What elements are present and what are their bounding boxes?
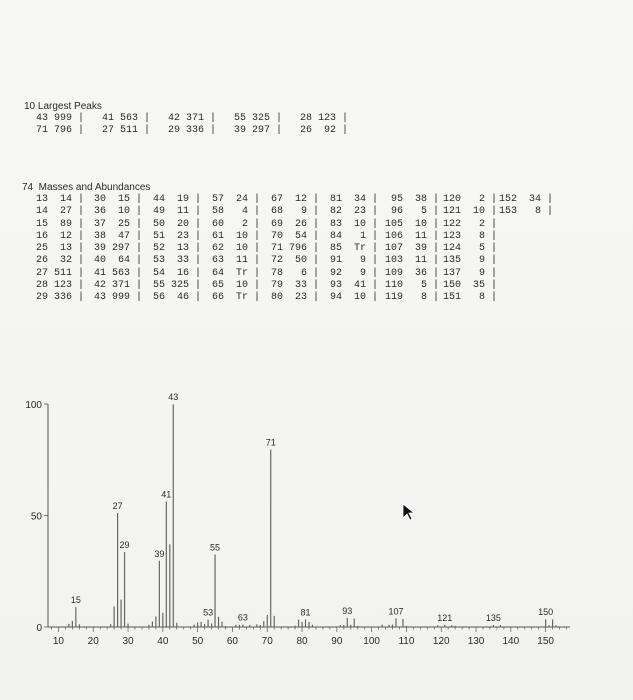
abundance-entry: 70 54 | [271, 230, 320, 242]
abundance-entry: 94 10 | [330, 292, 379, 304]
abundance-entry: 29 336 | [36, 292, 85, 304]
abundance-entry: 54 16 | [153, 267, 202, 279]
abundance-entry: 15 89 | [36, 218, 85, 230]
abundance-entry: 51 23 | [153, 230, 202, 242]
x-tick-label: 150 [537, 636, 554, 647]
abundance-entry: 153 8 | [499, 206, 554, 218]
y-tick-label: 100 [25, 400, 42, 411]
x-tick-label: 50 [192, 636, 204, 647]
abundance-entry: 57 24 | [212, 194, 261, 205]
abundance-entry: 107 39 | [385, 243, 440, 255]
peak-label: 107 [388, 606, 404, 617]
abundance-entry: 119 8 | [385, 292, 440, 304]
mouse-cursor-icon [402, 503, 416, 521]
x-tick-label: 120 [432, 636, 450, 647]
abundance-entry: 79 33 | [271, 280, 320, 292]
abundance-entry: 14 27 | [36, 206, 85, 218]
abundance-entry: 150 35 | [443, 280, 498, 292]
abundance-entry: 41 563 | [94, 267, 143, 279]
peak-label: 81 [300, 607, 311, 618]
x-tick-label: 10 [52, 636, 65, 647]
x-tick-label: 40 [157, 636, 169, 647]
abundance-entry: 152 34 | [499, 194, 554, 205]
abundance-entry: 50 20 | [153, 218, 202, 230]
abundance-entry: 110 5 | [385, 280, 440, 292]
peak-label: 63 [237, 612, 248, 623]
x-tick-label: 80 [296, 636, 308, 647]
abundance-entry: 137 9 | [443, 267, 498, 279]
largest-peaks-row-1: 43 999 | 41 563 | 42 371 | 55 325 | 28 123 | [36, 113, 349, 124]
peak-label: 41 [161, 489, 172, 500]
largest-peaks-title: 10 Largest Peaks [24, 101, 102, 112]
x-tick-label: 130 [467, 636, 485, 647]
abundance-entry: 93 41 | [330, 280, 379, 292]
abundance-entry: 16 12 | [36, 230, 85, 242]
abundance-entry: 84 1 | [330, 230, 379, 242]
x-tick-label: 110 [398, 636, 415, 647]
abundance-entry: 44 19 | [153, 194, 202, 205]
abundance-entry: 109 36 | [385, 267, 440, 279]
abundance-entry: 123 8 | [443, 230, 498, 242]
y-tick-label: 0 [36, 623, 42, 634]
abundance-entry: 72 50 | [271, 255, 320, 267]
abundance-entry: 96 5 | [385, 206, 440, 218]
abundance-entry: 27 511 | [36, 267, 85, 279]
abundance-entry: 39 297 | [94, 243, 143, 255]
abundance-entry: 92 9 | [330, 267, 379, 279]
peak-label: 29 [119, 540, 130, 551]
peak-label: 43 [168, 392, 179, 403]
abundance-entry: 81 34 | [330, 194, 379, 205]
abundance-entry: 60 2 | [212, 218, 261, 230]
abundance-entry: 55 325 | [153, 280, 202, 292]
y-tick-label: 50 [30, 511, 42, 523]
abundance-entry: 135 9 | [443, 255, 498, 267]
x-tick-label: 100 [363, 636, 380, 647]
abundance-entry: 36 10 | [94, 206, 143, 218]
abundance-entry: 63 11 | [212, 255, 261, 267]
abundance-entry: 85 Tr | [330, 243, 379, 255]
abundances-title: 74 Masses and Abundances [22, 182, 151, 193]
abundance-entry: 106 11 | [385, 230, 440, 242]
abundance-entry: 58 4 | [212, 206, 261, 218]
abundance-entry: 105 10 | [385, 218, 440, 230]
abundance-entry: 95 38 | [385, 194, 440, 205]
abundance-entry: 69 26 | [271, 218, 320, 230]
peak-label: 15 [70, 595, 81, 606]
x-tick-label: 70 [261, 636, 273, 647]
abundance-entry: 82 23 | [330, 206, 379, 218]
abundance-entry: 61 10 | [212, 230, 261, 242]
x-tick-label: 140 [502, 636, 520, 647]
abundance-entry: 56 46 | [153, 292, 202, 304]
abundance-entry: 28 123 | [36, 280, 85, 292]
abundance-entry: 13 14 | [36, 194, 85, 205]
peak-label: 135 [485, 612, 501, 623]
abundance-entry: 38 47 | [94, 230, 143, 242]
abundance-entry: 122 2 | [443, 218, 498, 230]
peak-label: 121 [437, 612, 453, 623]
abundance-entry: 62 10 | [212, 243, 261, 255]
abundance-entry: 80 23 | [271, 292, 320, 304]
abundance-entry: 30 15 | [94, 194, 143, 205]
abundance-entry: 67 12 | [271, 194, 320, 205]
abundance-entry: 25 13 | [36, 243, 85, 255]
peak-label: 27 [112, 501, 123, 512]
abundance-entry: 124 5 | [443, 243, 498, 255]
x-tick-label: 20 [87, 636, 99, 647]
largest-peaks-row-2: 71 796 | 27 511 | 29 336 | 39 297 | 26 92 | [36, 125, 349, 136]
abundance-entry: 65 10 | [212, 280, 261, 292]
peak-label: 71 [265, 437, 276, 448]
abundance-entry: 78 6 | [271, 267, 320, 279]
peak-label: 53 [203, 607, 214, 618]
abundance-entry: 91 9 | [330, 255, 379, 267]
peak-label: 55 [210, 542, 221, 553]
abundance-entry: 64 Tr | [212, 267, 261, 279]
abundance-entry: 37 25 | [94, 218, 143, 230]
abundance-entry: 120 2 | [443, 194, 498, 205]
abundance-entry: 121 10 | [443, 206, 498, 218]
abundance-entry: 42 371 | [94, 280, 143, 292]
peak-label: 39 [154, 548, 165, 559]
abundance-entry: 66 Tr | [212, 292, 261, 304]
abundance-entry: 52 13 | [153, 243, 202, 255]
abundance-entry: 68 9 | [271, 206, 320, 218]
abundance-entry: 43 999 | [94, 292, 143, 304]
abundance-entry: 71 796 | [271, 243, 320, 255]
x-tick-label: 30 [122, 636, 134, 647]
abundance-entry: 53 33 | [153, 255, 202, 267]
abundance-entry: 49 11 | [153, 206, 202, 218]
abundance-entry: 83 10 | [330, 218, 379, 230]
peak-label: 93 [342, 605, 353, 616]
peak-label: 150 [538, 607, 554, 618]
abundance-entry: 151 8 | [443, 292, 498, 304]
x-tick-label: 60 [226, 636, 239, 647]
abundance-entry: 103 11 | [385, 255, 440, 267]
x-tick-label: 90 [331, 636, 343, 647]
abundance-entry: 40 64 | [94, 255, 143, 267]
abundance-entry: 26 32 | [36, 255, 85, 267]
